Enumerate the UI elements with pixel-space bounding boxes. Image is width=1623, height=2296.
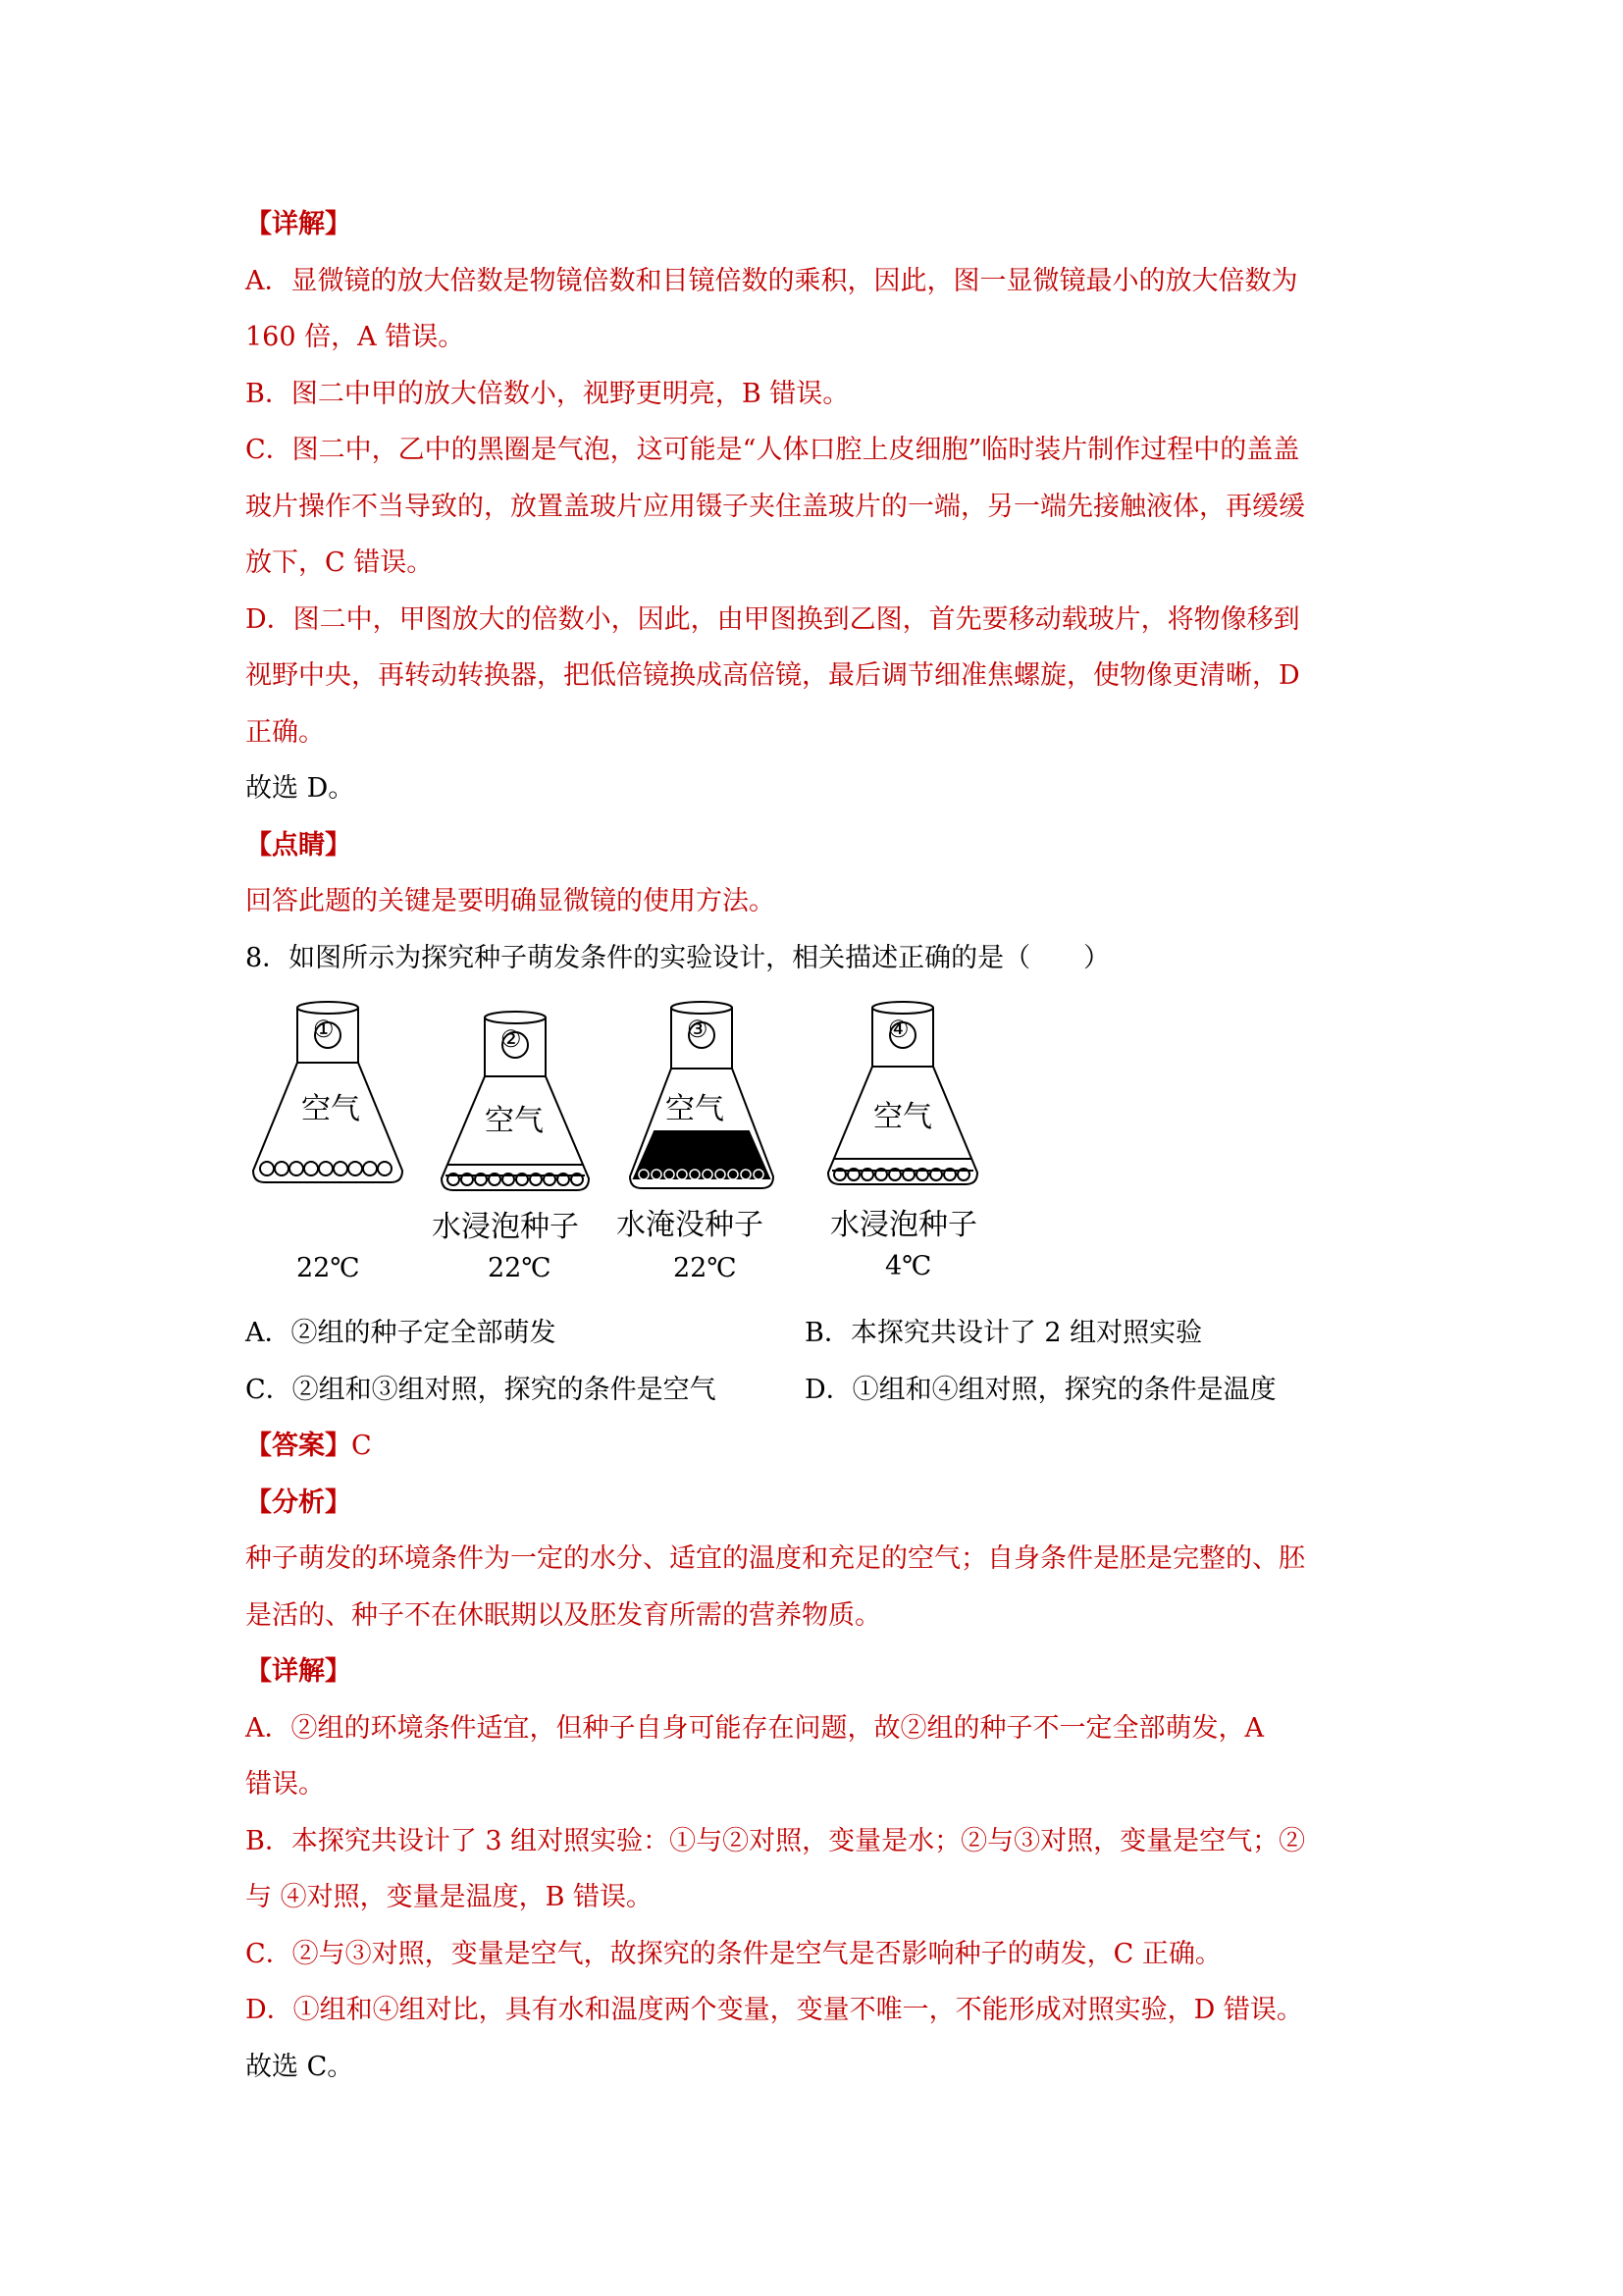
detail-a-line1: A．显微镜的放大倍数是物镜倍数和目镜倍数的乘积，因此，图一显微镜最小的放大倍数为	[245, 265, 1298, 296]
flask-3-temp: 22℃	[673, 1253, 737, 1283]
option-c: C．②组和③组对照，探究的条件是空气	[245, 1374, 716, 1405]
detail-a-line2: 160 倍，A 错误。	[245, 322, 465, 352]
detail2-b2: 与 ④对照，变量是温度，B 错误。	[245, 1882, 654, 1912]
flask-1-temp: 22℃	[296, 1253, 360, 1283]
seeds-1	[260, 1162, 392, 1175]
tip-header: 【点睛】	[245, 829, 351, 861]
detail-d-line1: D．图二中，甲图放大的倍数小，因此，由甲图换到乙图，首先要移动载玻片，将物像移到	[245, 603, 1300, 635]
flask-1-gas: 空气	[301, 1092, 360, 1126]
answer-value: C	[351, 1431, 372, 1461]
detail2-a2: 错误。	[245, 1769, 325, 1800]
flask-4-gas: 空气	[873, 1100, 932, 1134]
detail2-b1: B．本探究共设计了 3 组对照实验：①与②对照，变量是水；②与③对照，变量是空气；②	[245, 1825, 1306, 1856]
analysis-line2: 是活的、种子不在休眠期以及胚发育所需的营养物质。	[245, 1599, 881, 1631]
detail-c-line3: 放下，C 错误。	[245, 548, 434, 578]
detail2-c: C．②与③对照，变量是空气，故探究的条件是空气是否影响种子的萌发，C 正确。	[245, 1938, 1222, 1969]
flask-1-number: ①	[313, 1016, 335, 1043]
flask-4-number: ④	[888, 1016, 910, 1043]
detail-b-line: B．图二中甲的放大倍数小，视野更明亮，B 错误。	[245, 378, 850, 409]
answer-line	[245, 1418, 1393, 1475]
answer-label: 【答案】	[245, 1431, 351, 1461]
tip-text: 回答此题的关键是要明确显微镜的使用方法。	[245, 886, 775, 916]
analysis-line1: 种子萌发的环境条件为一定的水分、适宜的温度和充足的空气；自身条件是胚是完整的、胚	[245, 1543, 1305, 1574]
detail-d-line2: 视野中央，再转动转换器，把低倍镜换成高倍镜，最后调节细准焦螺旋，使物像更清晰，D	[245, 660, 1300, 691]
flask-3-number: ③	[687, 1016, 708, 1043]
options	[245, 1305, 1393, 1418]
flask-4-temp: 4℃	[885, 1251, 932, 1281]
detail-c-line1: C．图二中，乙中的黑圈是气泡，这可能是“人体口腔上皮细胞”临时装片制作过程中的盖盖	[245, 435, 1300, 465]
option-b: B．本探究共设计了 2 组对照实验	[805, 1318, 1203, 1348]
detail2-header: 【详解】	[245, 1656, 351, 1687]
experiment-figure	[245, 986, 1393, 1305]
analysis-header: 【分析】	[245, 1487, 351, 1518]
option-d: D．①组和④组对照，探究的条件是温度	[805, 1374, 1277, 1405]
option-a: A．②组的种子定全部萌发	[245, 1318, 556, 1348]
detail-c-line2: 玻片操作不当导致的，放置盖玻片应用镊子夹住盖玻片的一端，另一端先接触液体，再缓缓	[245, 491, 1305, 522]
flask-2-gas: 空气	[485, 1104, 544, 1138]
question-stem: 8．如图所示为探究种子萌发条件的实验设计，相关描述正确的是（ ）	[245, 942, 1111, 973]
detail2-d: D．①组和④组对比，具有水和温度两个变量，变量不唯一，不能形成对照实验，D 错误。	[245, 1995, 1303, 2025]
detail2-a1: A．②组的环境条件适宜，但种子自身可能存在问题，故②组的种子不一定全部萌发，A	[245, 1712, 1264, 1744]
page-content	[245, 196, 1393, 2095]
flask-2-temp: 22℃	[488, 1253, 551, 1283]
flask-2-number: ②	[500, 1025, 522, 1053]
flask-3-gas: 空气	[665, 1092, 724, 1126]
flask-2-caption: 水浸泡种子	[432, 1210, 579, 1244]
detail-conclusion: 故选 D。	[245, 773, 355, 804]
flask-4-caption: 水浸泡种子	[830, 1208, 977, 1242]
detail-header: 【详解】	[245, 209, 351, 239]
flask-3-caption: 水淹没种子	[616, 1208, 763, 1242]
detail2-conclusion: 故选 C。	[245, 2051, 354, 2082]
detail-d-line3: 正确。	[245, 716, 325, 748]
